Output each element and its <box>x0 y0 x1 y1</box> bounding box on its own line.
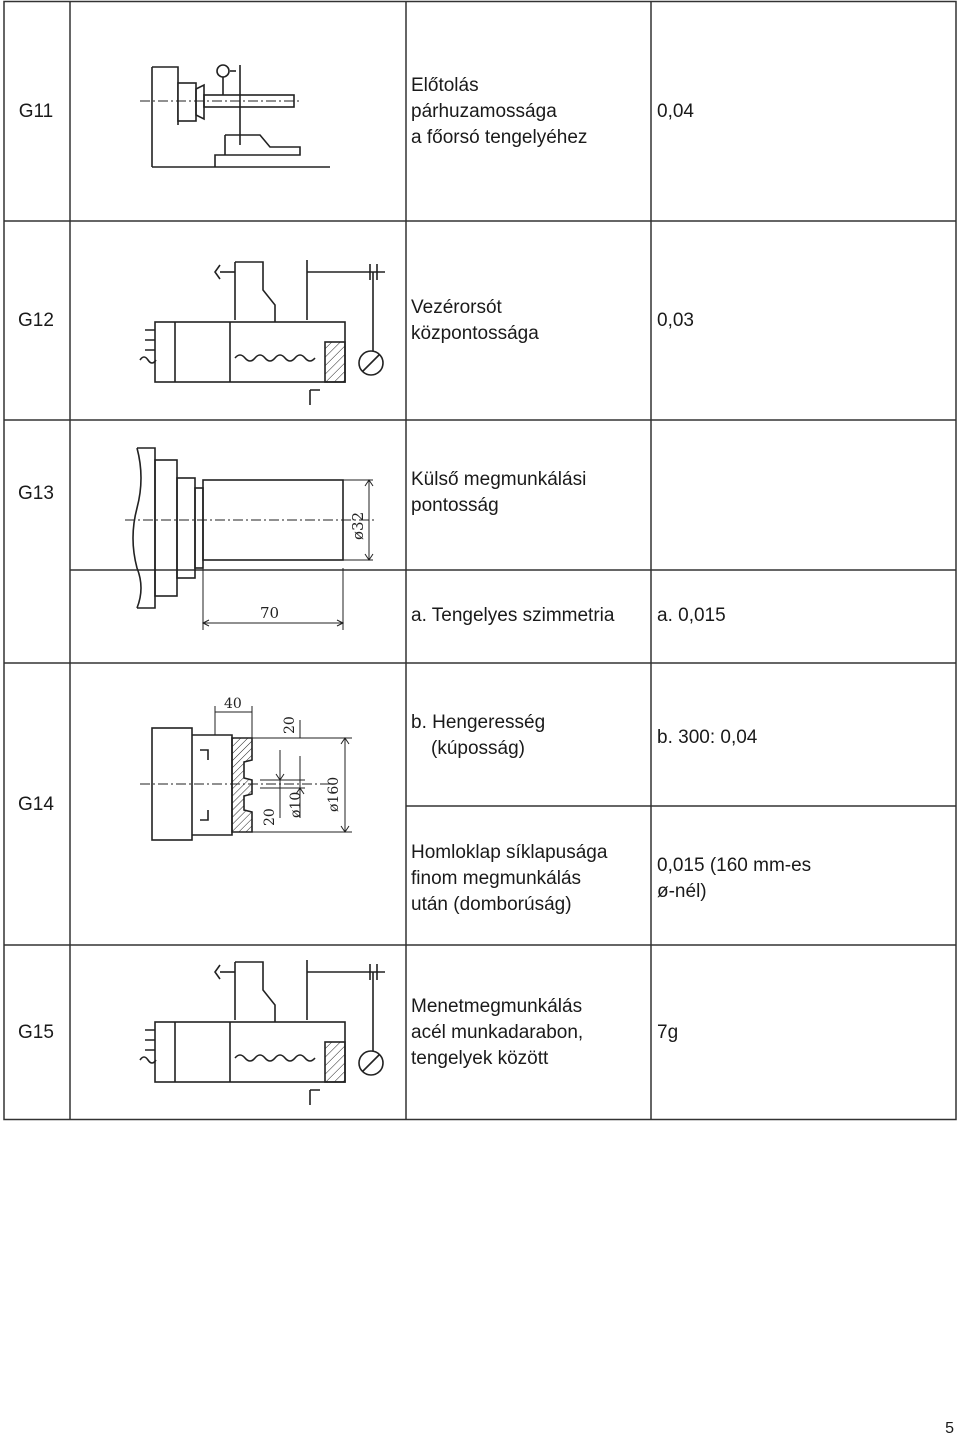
tolerance-value: 0,015 (160 mm-es <box>657 855 812 876</box>
description-line: b. Hengeresség <box>411 712 546 733</box>
description-line: Külső megmunkálási <box>411 469 587 490</box>
row-description-g14-flatness <box>411 840 607 918</box>
figure-external-machining <box>125 440 395 640</box>
tolerance-value: 0,04 <box>657 101 694 122</box>
figure-face-flatness <box>140 690 370 850</box>
description-line: Előtolás <box>411 75 479 96</box>
row-code-g15: G15 <box>18 1022 54 1043</box>
dim-40-label: 40 <box>224 696 242 712</box>
subrow-description-g14b <box>411 710 545 762</box>
dim-diameter-label: ø32 <box>349 511 367 540</box>
subrow-tolerance-g14b: b. 300: 0,04 <box>657 727 758 748</box>
description-line: pontosság <box>411 495 499 516</box>
subrow-description-g13a: a. Tengelyes szimmetria <box>411 605 615 626</box>
page-number: 5 <box>945 1420 954 1437</box>
dim-20-top-label: 20 <box>282 716 298 734</box>
description-line: központossága <box>411 323 539 344</box>
row-description-g15 <box>411 994 583 1072</box>
row-tolerance-g12 <box>657 308 694 334</box>
description-line: a főorsó tengelyéhez <box>411 127 588 148</box>
row-description-g13 <box>411 467 586 519</box>
figure-thread-cutting-test <box>135 950 395 1110</box>
description-line: Vezérorsót <box>411 297 502 318</box>
row-description-g11 <box>411 73 587 151</box>
subrow-tolerance-g13a: a. 0,015 <box>657 605 726 626</box>
row-code-g12: G12 <box>18 310 54 331</box>
description-line: acél munkadarabon, <box>411 1022 584 1043</box>
tolerance-value: ø-nél) <box>657 881 707 902</box>
dim-20-bottom-label: 20 <box>262 808 278 826</box>
description-line: után (domborúság) <box>411 894 572 915</box>
figure-parallelism-test <box>130 55 330 180</box>
row-tolerance-g11 <box>657 99 694 125</box>
figure-leadscrew-test <box>135 250 395 410</box>
dim-10-label: ø10 <box>288 791 304 818</box>
description-line: Homloklap síklapusága <box>411 842 608 863</box>
row-code-g14: G14 <box>18 794 54 815</box>
description-line: (kúposság) <box>431 738 525 759</box>
description-line: párhuzamossága <box>411 101 557 122</box>
tolerance-value: 7g <box>657 1022 679 1043</box>
row-tolerance-g15 <box>657 1020 678 1046</box>
description-line: tengelyek között <box>411 1048 549 1069</box>
row-code-g11: G11 <box>18 101 54 122</box>
dim-length-label: 70 <box>260 604 280 622</box>
dim-160-label: ø160 <box>326 776 342 812</box>
description-line: Menetmegmunkálás <box>411 996 583 1017</box>
row-tolerance-g14-flatness <box>657 853 811 905</box>
description-line: finom megmunkálás <box>411 868 582 889</box>
tolerance-value: 0,03 <box>657 310 694 331</box>
row-code-g13: G13 <box>18 483 54 504</box>
row-description-g12 <box>411 295 539 347</box>
